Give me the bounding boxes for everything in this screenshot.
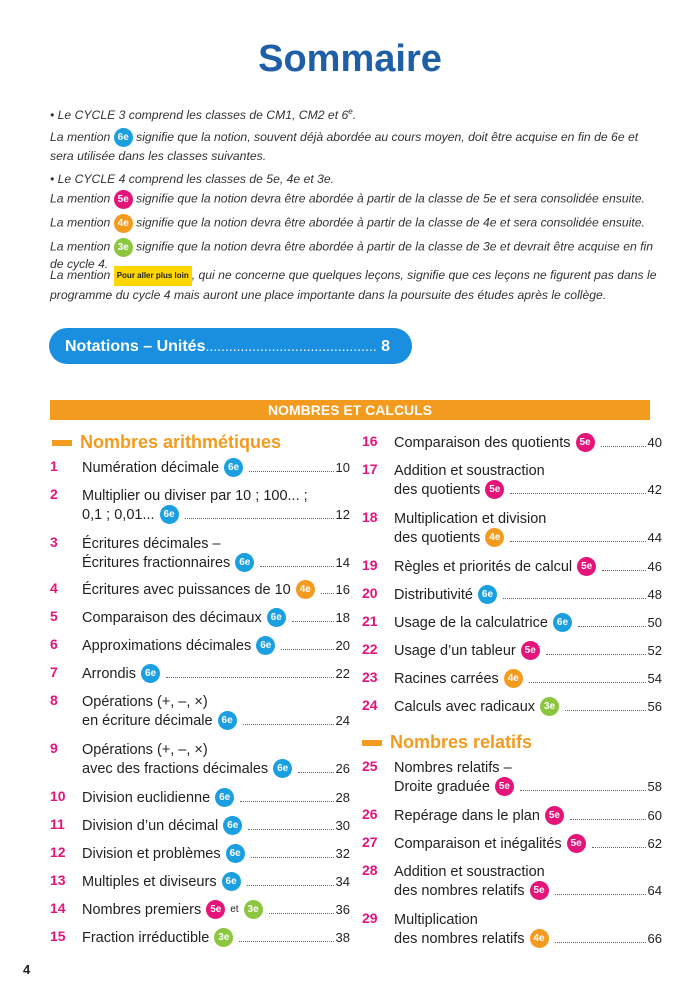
toc-entry-12[interactable] [50,844,350,863]
intro-mention-6e: La mention 6e signifie que la notion, souvent déjà abordée au cours moyen, doit être acquise en fin de 6e et sera utilisée dans les classes suivantes. [50,130,639,164]
toc-leader-dots [248,829,333,830]
level-badge-6e: 6e [141,664,160,683]
toc-leader-dots [555,894,646,895]
toc-entry-10[interactable] [50,788,350,807]
toc-entry-page: 62 [647,836,662,851]
level-badge-3e: 3e [244,900,263,919]
level-badge-5e: 5e [521,641,540,660]
toc-entry-page: 22 [335,666,350,681]
section-banner: NOMBRES ET CALCULS [50,400,650,420]
toc-entry-number: 4 [50,580,58,596]
toc-entry-title: avec des fractions décimales [82,760,269,777]
toc-entry-24[interactable] [362,697,662,716]
toc-entry-page: 40 [647,435,662,450]
toc-entry-page: 48 [647,587,662,602]
toc-entry-page: 52 [647,643,662,658]
toc-entry-number: 21 [362,613,378,629]
level-badge-5e: 5e [576,433,595,452]
toc-leader-dots [510,493,645,494]
toc-entry-number: 9 [50,740,58,756]
toc-entry-28[interactable] [362,862,662,900]
toc-entry-7[interactable] [50,664,350,683]
toc-entry-number: 17 [362,461,378,477]
toc-entry-2[interactable] [50,486,350,524]
toc-entry-17[interactable] [362,461,662,499]
badge-6e: 6e [114,128,133,147]
toc-entry-title: Arrondis [82,665,136,682]
level-badge-6e: 6e [222,872,241,891]
toc-entry-number: 6 [50,636,58,652]
toc-entry-number: 8 [50,692,58,708]
toc-entry-title: Comparaison et inégalités [394,835,562,852]
toc-entry-number: 12 [50,844,66,860]
toc-leader-dots [239,941,333,942]
toc-entry-title: Opérations (+, –, ×) [82,741,208,758]
level-badge-5e: 5e [577,557,596,576]
toc-entry-et: et [230,904,239,915]
toc-entry-page: 12 [335,507,350,522]
toc-entry-number: 14 [50,900,66,916]
toc-entry-number: 3 [50,534,58,550]
toc-entry-title: 0,1 ; 0,01... [82,506,155,523]
level-badge-6e: 6e [273,759,292,778]
toc-entry-title: Division et problèmes [82,845,221,862]
toc-entry-title: Comparaison des quotients [394,434,571,451]
intro-mention-4e: La mention 4e signifie que la notion devra être abordée à partir de la classe de 4e et sera consolidée ensuite. [50,214,660,233]
intro-cycle3 [50,108,660,165]
toc-entry-number: 10 [50,788,66,804]
toc-entry-number: 19 [362,557,378,573]
toc-entry-page: 20 [335,638,350,653]
page-number: 4 [23,962,31,977]
toc-leader-dots [185,518,334,519]
toc-leader-dots [510,541,645,542]
toc-leader-dots [520,790,646,791]
toc-entry-number: 18 [362,509,378,525]
toc-entry-page: 14 [335,555,350,570]
level-badge-6e: 6e [223,816,242,835]
toc-entry-title: Multiplication et division [394,510,547,527]
toc-entry-page: 66 [647,931,662,946]
toc-entry-14[interactable] [50,900,350,919]
toc-entry-title: Approximations décimales [82,637,252,654]
toc-entry-6[interactable] [50,636,350,655]
toc-entry-title: Addition et soustraction [394,462,545,479]
toc-entry-13[interactable] [50,872,350,891]
toc-entry-page: 50 [647,615,662,630]
toc-entry-number: 16 [362,433,378,449]
toc-entry-21[interactable] [362,613,662,632]
level-badge-4e: 4e [530,929,549,948]
toc-entry-title: Fraction irréductible [82,929,210,946]
notations-label: Notations – Unités [65,338,206,355]
toc-entry-18[interactable] [362,509,662,547]
toc-leader-dots [546,654,646,655]
toc-leader-dots [281,649,333,650]
toc-entry-title: Usage de la calculatrice [394,614,548,631]
badge-5e: 5e [114,190,133,209]
intro-cycle3-text: • Le CYCLE 3 comprend les classes de CM1, CM2 et 6e. [50,106,357,122]
level-badge-5e: 5e [567,834,586,853]
toc-entry-16[interactable] [362,433,662,452]
toc-entry-title: Multiples et diviseurs [82,873,217,890]
toc-leader-dots [578,626,646,627]
toc-entry-27[interactable] [362,834,662,853]
toc-leader-dots [249,471,334,472]
toc-entry-page: 64 [647,883,662,898]
toc-entry-number: 5 [50,608,58,624]
level-badge-6e: 6e [553,613,572,632]
toc-leader-dots [601,446,646,447]
heading-bar-icon [52,440,72,446]
toc-entry-title: des quotients [394,529,481,546]
toc-entry-title: Numération décimale [82,459,220,476]
level-badge-4e: 4e [296,580,315,599]
toc-entry-5[interactable] [50,608,350,627]
toc-entry-page: 18 [335,610,350,625]
toc-leader-dots [240,801,333,802]
toc-leader-dots [503,598,646,599]
level-badge-6e: 6e [478,585,497,604]
intro-cycle4 [50,172,660,186]
toc-leader-dots [166,677,334,678]
level-badge-3e: 3e [540,697,559,716]
toc-entry-page: 34 [335,874,350,889]
toc-leader-dots [260,566,333,567]
toc-entry-number: 15 [50,928,66,944]
toc-entry-title: Addition et soustraction [394,863,545,880]
level-badge-6e: 6e [215,788,234,807]
toc-entry-number: 22 [362,641,378,657]
toc-entry-number: 13 [50,872,66,888]
toc-entry-number: 25 [362,758,378,774]
toc-entry-title: en écriture décimale [82,712,213,729]
toc-entry-29[interactable] [362,910,662,948]
toc-entry-page: 26 [335,761,350,776]
toc-entry-26[interactable] [362,806,662,825]
toc-entry-number: 28 [362,862,378,878]
notations-dots: ............................................ [205,338,377,354]
toc-entry-page: 28 [335,790,350,805]
toc-leader-dots [529,682,646,683]
toc-entry-3[interactable] [50,534,350,572]
heading-bar-icon [362,740,382,746]
toc-entry-page: 60 [647,808,662,823]
level-badge-3e: 3e [214,928,233,947]
toc-entry-25[interactable] [362,758,662,796]
toc-entry-19[interactable] [362,557,662,576]
toc-leader-dots [292,621,334,622]
badge-3e: 3e [114,238,133,257]
toc-entry-23[interactable] [362,669,662,688]
toc-entry-page: 32 [335,846,350,861]
intro-cycle4-text: • Le CYCLE 4 comprend les classes de 5e, 4e et 3e. [50,172,335,186]
toc-entry-number: 23 [362,669,378,685]
toc-entry-9[interactable] [50,740,350,778]
toc-entry-page: 44 [647,530,662,545]
toc-entry-page: 24 [335,713,350,728]
level-badge-6e: 6e [224,458,243,477]
level-badge-6e: 6e [160,505,179,524]
badge-pour-aller-plus-loin: Pour aller plus loin [114,266,192,286]
toc-entry-page: 36 [335,902,350,917]
toc-entry-title: Multiplier ou diviser par 10 ; 100... ; [82,487,308,504]
section-heading-relatifs: Nombres relatifs [362,732,532,753]
level-badge-4e: 4e [504,669,523,688]
toc-entry-number: 27 [362,834,378,850]
toc-entry-page: 54 [647,671,662,686]
toc-entry-title: Division d’un décimal [82,817,219,834]
toc-leader-dots [565,710,645,711]
toc-entry-title: Calculs avec radicaux [394,698,536,715]
toc-leader-dots [269,913,334,914]
toc-entry-15[interactable] [50,928,350,947]
toc-entry-title: Écritures fractionnaires [82,554,231,571]
toc-entry-number: 11 [50,816,65,832]
toc-entry-number: 20 [362,585,378,601]
toc-entry-11[interactable] [50,816,350,835]
toc-entry-page: 42 [647,482,662,497]
toc-entry-number: 7 [50,664,58,680]
toc-entry-page: 16 [335,582,350,597]
level-badge-5e: 5e [545,806,564,825]
level-badge-4e: 4e [485,528,504,547]
toc-entry-number: 1 [50,458,58,474]
level-badge-5e: 5e [485,480,504,499]
toc-entry-title: Règles et priorités de calcul [394,558,573,575]
toc-entry-22[interactable] [362,641,662,660]
toc-entry-title: Usage d’un tableur [394,642,516,659]
toc-entry-number: 2 [50,486,58,502]
toc-entry-title: Comparaison des décimaux [82,609,262,626]
toc-leader-dots [298,772,333,773]
level-badge-5e: 5e [495,777,514,796]
toc-leader-dots [251,857,334,858]
toc-entry-20[interactable] [362,585,662,604]
notations-page: 8 [381,338,390,355]
toc-entry-title: Division euclidienne [82,789,211,806]
toc-leader-dots [555,942,646,943]
toc-leader-dots [570,819,646,820]
toc-entry-title: Racines carrées [394,670,499,687]
toc-leader-dots [247,885,334,886]
toc-entry-title: Distributivité [394,586,473,603]
toc-entry-page: 38 [335,930,350,945]
toc-leader-dots [243,724,334,725]
toc-entry-title: Écritures avec puissances de 10 [82,581,291,598]
toc-entry-page: 30 [335,818,350,833]
toc-leader-dots [321,593,334,594]
toc-entry-title: Opérations (+, –, ×) [82,693,208,710]
toc-entry-title: des nombres relatifs [394,882,525,899]
toc-entry-page: 10 [335,460,350,475]
level-badge-6e: 6e [226,844,245,863]
intro-mention-poursuite: La mention Pour aller plus loin , qui ne concerne que quelques leçons, signifie que ces leçons ne figurent pas dans le programme du cycle 4 mais auront une place importante dans la poursuite des études après le collège. [50,266,660,304]
level-badge-6e: 6e [256,636,275,655]
toc-entry-1[interactable] [50,458,350,477]
intro-mention-3e: La mention 3e signifie que la notion devra être abordée à partir de la classe de 3e et devrait être acquise en fin de cycle 4. [50,239,654,271]
toc-entry-page: 58 [647,779,662,794]
toc-entry-8[interactable] [50,692,350,730]
level-badge-6e: 6e [267,608,286,627]
toc-leader-dots [602,570,645,571]
toc-entry-page: 46 [647,559,662,574]
toc-entry-title: Nombres premiers [82,901,202,918]
notations-link[interactable] [49,328,412,364]
toc-entry-title: Écritures décimales – [82,535,221,552]
section-heading-arithmetiques: Nombres arithmétiques [52,432,281,453]
level-badge-5e: 5e [530,881,549,900]
toc-entry-4[interactable] [50,580,350,599]
toc-entry-number: 24 [362,697,378,713]
toc-entry-title: Repérage dans le plan [394,807,540,824]
page-title: Sommaire [258,38,442,80]
toc-entry-number: 26 [362,806,378,822]
toc-leader-dots [592,847,646,848]
level-badge-6e: 6e [235,553,254,572]
toc-entry-title: Multiplication [394,911,478,928]
toc-entry-title: Droite graduée [394,778,490,795]
toc-entry-page: 56 [647,699,662,714]
intro-mention-5e: La mention 5e signifie que la notion devra être abordée à partir de la classe de 5e et sera consolidée ensuite. [50,190,660,209]
level-badge-6e: 6e [218,711,237,730]
level-badge-5e: 5e [206,900,225,919]
toc-entry-number: 29 [362,910,378,926]
badge-4e: 4e [114,214,133,233]
toc-entry-title: des quotients [394,481,481,498]
toc-entry-title: Nombres relatifs – [394,759,512,776]
toc-entry-title: des nombres relatifs [394,930,525,947]
